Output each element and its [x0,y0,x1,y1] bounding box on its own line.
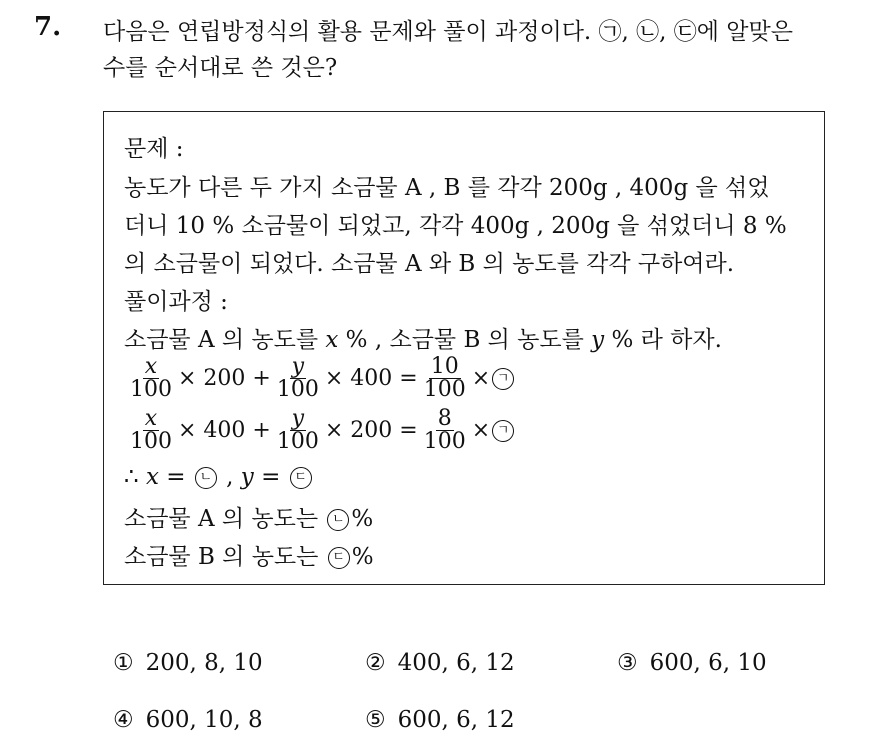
problem-box [103,111,825,585]
choice-3-mark: ③ [617,650,638,676]
answer-b-line: 소금물 B 의 농도는 ㄷ % [124,544,374,570]
question-text [103,14,873,86]
choice-4[interactable] [113,707,263,733]
setup-var-x: x [325,327,339,353]
eq2-fraction-y: $\frac{y}{100}$ [276,406,319,454]
eq1-term-2: × 400 = [324,366,418,391]
problem-line-1: 농도가 다른 두 가지 소금물 A , B 를 각각 200g , 400g 을 섞었 [124,175,770,201]
eq2-term-1: × 400 + [178,418,271,443]
eq2-fraction-result: $\frac{8}{100}$ [423,406,466,454]
answer-a-line: 소금물 A 의 농도는 ㄴ % [124,506,374,532]
therefore-blank-x: ㄴ [195,467,217,489]
choice-5-mark: ⑤ [365,707,386,733]
answer-a-blank: ㄴ [327,509,349,531]
setup-part-2: % , 소금물 B 의 농도를 [338,327,592,353]
equation-2 [124,408,516,453]
question-text-line-2: 수를 순서대로 쓴 것은? [103,55,338,81]
eq1-blank-circle: ㄱ [492,368,514,390]
setup-line [124,321,722,354]
problem-line-3: 의 소금물이 되었다. 소금물 A 와 B 의 농도를 각각 구하여라. [124,251,735,277]
solution-label: 풀이과정 : [124,289,228,315]
eq1-fraction-y: $\frac{y}{100}$ [276,354,319,402]
eq2-blank-circle: ㄱ [492,420,514,442]
eq1-fraction-result: $\frac{10}{100}$ [423,354,466,402]
therefore-symbol: ∴ [124,464,139,490]
choice-4-text: 600, 10, 8 [145,707,263,733]
choice-1-mark: ① [113,650,134,676]
choice-5-text: 600, 6, 12 [397,707,515,733]
eq2-times: × [471,418,491,443]
eq2-fraction-x: $\frac{x}{100}$ [130,406,172,454]
equation-1 [124,356,516,401]
choice-1[interactable] [113,650,263,676]
choice-2-mark: ② [365,650,386,676]
setup-part-1: 소금물 A 의 농도를 [124,327,326,353]
problem-label: 문제 : [124,136,184,162]
choice-2-text: 400, 6, 12 [397,650,515,676]
problem-line-2: 더니 10 % 소금물이 되었고, 각각 400g , 200g 을 섞었더니 8 % [124,213,787,239]
question-text-line-1: 다음은 연립방정식의 활용 문제와 풀이 과정이다. ㉠, ㉡, ㉢에 알맞은 [103,19,793,45]
eq1-fraction-x: $\frac{x}{100}$ [130,354,172,402]
question-number: 7. [34,12,62,42]
eq1-term-1: × 200 + [178,366,271,391]
choice-2[interactable] [365,650,515,676]
therefore-var-y: y [240,464,254,490]
choice-4-mark: ④ [113,707,134,733]
choice-1-text: 200, 8, 10 [145,650,263,676]
setup-var-y: y [591,327,605,353]
therefore-line: ∴ x = ㄴ , y = ㄷ [124,464,314,490]
choice-5[interactable] [365,707,515,733]
setup-part-3: % 라 하자. [604,327,722,353]
therefore-var-x: x [145,464,159,490]
eq2-term-2: × 200 = [324,418,418,443]
answer-b-blank: ㄷ [328,547,350,569]
choice-3[interactable] [617,650,767,676]
therefore-blank-y: ㄷ [290,467,312,489]
eq1-times: × [471,366,491,391]
choice-3-text: 600, 6, 10 [649,650,767,676]
